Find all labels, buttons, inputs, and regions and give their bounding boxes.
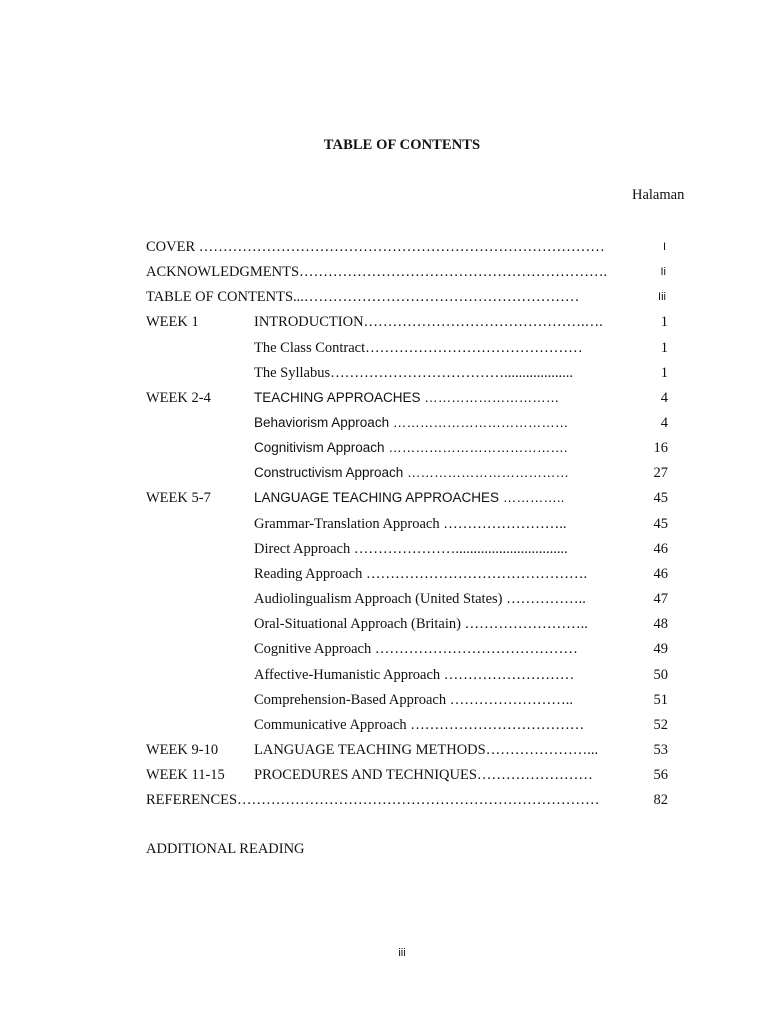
toc-page-number: I [662, 241, 666, 253]
toc-week-label: WEEK 2-4 [146, 390, 211, 406]
toc-page-number: 47 [653, 591, 668, 607]
toc-page-number: 56 [653, 767, 668, 783]
toc-entry-title: ACKNOWLEDGMENTS………………………………………………………. [146, 264, 608, 280]
toc-entry-table-of-contents[interactable] [0, 286, 768, 308]
toc-page-number: 82 [653, 792, 668, 808]
toc-entry-reading-approach[interactable] [0, 563, 768, 585]
toc-entry-title: LANGUAGE TEACHING APPROACHES ………….. [254, 490, 565, 505]
toc-entry-title: Cognitivism Approach …………………………………. [254, 440, 568, 455]
toc-entry-introduction[interactable] [0, 311, 768, 333]
toc-page-number: 1 [660, 340, 668, 356]
toc-entry-syllabus[interactable] [0, 362, 768, 384]
toc-entry-teaching-approaches[interactable] [0, 387, 768, 409]
toc-entry-cognitivism[interactable] [0, 437, 768, 459]
additional-reading-heading[interactable]: ADDITIONAL READING [146, 841, 305, 857]
toc-entry-acknowledgments[interactable] [0, 261, 768, 283]
toc-entry-cognitive-approach[interactable] [0, 638, 768, 660]
toc-entry-title: Communicative Approach ……………………………… [254, 717, 585, 733]
toc-page-number: 16 [653, 440, 668, 456]
toc-week-label: WEEK 1 [146, 314, 199, 330]
toc-entry-title: Reading Approach ………………………………………. [254, 566, 588, 582]
toc-entry-title: PROCEDURES AND TECHNIQUES…………………… [254, 767, 593, 783]
toc-page-number: 1 [660, 365, 668, 381]
toc-entry-cover[interactable] [0, 236, 768, 258]
toc-entry-procedures-techniques[interactable] [0, 764, 768, 786]
toc-entry-title: Direct Approach …………………............................... [254, 541, 568, 557]
toc-entry-direct-approach[interactable] [0, 538, 768, 560]
toc-page-number: 27 [653, 465, 668, 481]
toc-page-number: 45 [653, 516, 668, 532]
toc-entry-title: Oral-Situational Approach (Britain) …………………….. [254, 616, 588, 632]
toc-entry-communicative[interactable] [0, 714, 768, 736]
toc-page-number: 1 [660, 314, 668, 330]
toc-week-label: WEEK 5-7 [146, 490, 211, 506]
toc-week-label: WEEK 11-15 [146, 767, 225, 783]
toc-entry-title: INTRODUCTION……………………………………….…. [254, 314, 603, 330]
toc-entry-affective-humanistic[interactable] [0, 664, 768, 686]
toc-entry-title: The Syllabus………………………………................... [254, 365, 573, 381]
toc-entry-title: The Class Contract……………………………………… [254, 340, 583, 356]
document-title: TABLE OF CONTENTS [323, 137, 481, 153]
toc-page-number: 46 [653, 541, 668, 557]
toc-entry-class-contract[interactable] [0, 337, 768, 359]
footer-page-number: iii [398, 947, 406, 959]
toc-entry-title: Grammar-Translation Approach …………………….. [254, 516, 567, 532]
toc-page-number: 51 [653, 692, 668, 708]
toc-entry-title: TEACHING APPROACHES ………………………… [254, 390, 560, 405]
toc-page-number: Ii [660, 266, 666, 278]
toc-entry-title: REFERENCES………………………………………………………………… [146, 792, 600, 808]
toc-week-label: WEEK 9-10 [146, 742, 219, 758]
toc-entry-title: LANGUAGE TEACHING METHODS…………………... [254, 742, 599, 758]
toc-page-number: Iii [658, 291, 666, 303]
toc-entry-oral-situational[interactable] [0, 613, 768, 635]
toc-page-number: 52 [653, 717, 668, 733]
toc-entry-title: Audiolingualism Approach (United States) …………….. [254, 591, 586, 607]
toc-page-number: 4 [660, 415, 668, 431]
toc-page-number: 48 [653, 616, 668, 632]
toc-entry-title: COVER ………………………………………………………………………… [146, 239, 605, 255]
toc-page-number: 46 [653, 566, 668, 582]
toc-page-number: 49 [653, 641, 668, 657]
toc-page-number: 45 [653, 490, 668, 506]
toc-page-number: 4 [660, 390, 668, 406]
toc-entry-behaviorism[interactable] [0, 412, 768, 434]
toc-entry-grammar-translation[interactable] [0, 513, 768, 535]
toc-entry-language-teaching-methods[interactable] [0, 739, 768, 761]
toc-entry-title: Cognitive Approach …………………………………… [254, 641, 578, 657]
toc-entry-title: Affective-Humanistic Approach ……………………… [254, 667, 575, 683]
toc-entry-references[interactable] [0, 789, 768, 811]
toc-entry-title: Comprehension-Based Approach …………………….. [254, 692, 573, 708]
toc-entry-title: Constructivism Approach ……………………………… [254, 465, 570, 480]
toc-entry-comprehension-based[interactable] [0, 689, 768, 711]
toc-page-number: 53 [653, 742, 668, 758]
toc-entry-title: TABLE OF CONTENTS...………………………………………………… [146, 289, 580, 305]
toc-page-number: 50 [653, 667, 668, 683]
page-column-header: Halaman [632, 187, 685, 203]
toc-entry-constructivism[interactable] [0, 462, 768, 484]
toc-entry-title: Behaviorism Approach ………………………………… [254, 415, 569, 430]
toc-entry-audiolingualism[interactable] [0, 588, 768, 610]
toc-entry-language-teaching-approaches[interactable] [0, 487, 768, 509]
